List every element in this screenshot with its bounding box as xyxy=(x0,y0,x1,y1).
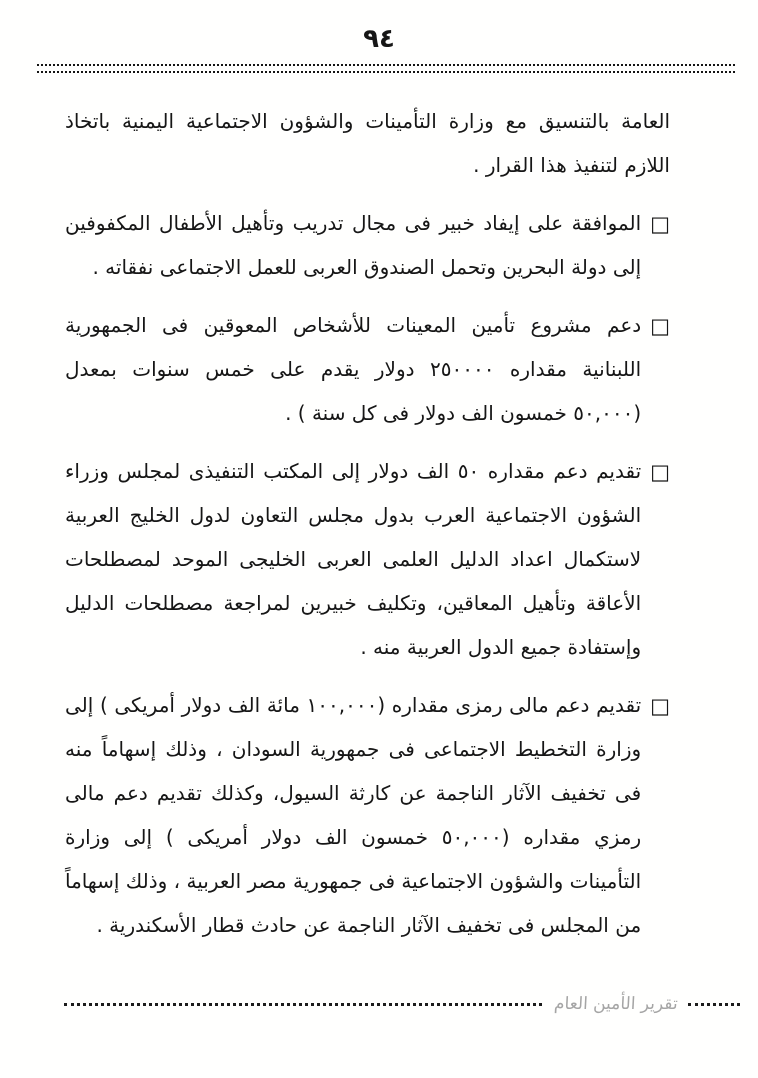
list-item-text: تقديم دعم مالى رمزى مقداره (١٠٠,٠٠٠ مائة الف دولار أمريكى ) إلى وزارة التخطيط الاجتماعى فى جمهورية السودان ، وذلك إسهاماً منه فى تخفيف الآثار الناجمة عن كارثة السيول، وكذلك تقديم دعم مالى رمزي مقداره (٥٠,٠٠٠ خمسون الف دولار أمريكى ) إلى وزارة التأمينات والشؤون الاجتماعية فى جمهورية مصر العربية ، وذلك إسهاماً من المجلس فى تخفيف الآثار الناجمة عن حادث قطار الأسكندرية . xyxy=(65,693,642,938)
square-bullet-icon: □ xyxy=(650,314,670,339)
square-bullet-icon: □ xyxy=(650,212,670,237)
footer-rule-divider xyxy=(64,1003,542,1006)
footer-rule-short-divider xyxy=(688,1003,740,1006)
footer-report-title: تقرير الأمين العام xyxy=(553,994,679,1014)
list-item xyxy=(65,683,670,947)
header-rule-divider xyxy=(37,64,735,73)
list-item-text: الموافقة على إيفاد خبير فى مجال تدريب وتأهيل الأطفال المكفوفين إلى دولة البحرين وتحمل الصندوق العربى للعمل الاجتماعى نفقاته . xyxy=(65,211,642,280)
list-item-text: تقديم دعم مقداره ٥٠ الف دولار إلى المكتب التنفيذى لمجلس وزراء الشؤون الاجتماعية العرب بدول مجلس التعاون لدول الخليج العربية لاستكمال اعداد الدليل العلمى العربى الخليجى الموحد لمصطلحات الأعاقة وتأهيل المعاقين، وتكليف خبيرين لمراجعة مصطلحات الدليل وإستفادة جميع الدول العربية منه . xyxy=(65,459,642,660)
page-footer xyxy=(64,988,740,1020)
paragraph-continuation: العامة بالتنسيق مع وزارة التأمينات والشؤون الاجتماعية اليمنية باتخاذ اللازم لتنفيذ هذا القرار . xyxy=(65,109,670,178)
page-number: ٩٤ xyxy=(363,24,395,54)
square-bullet-icon: □ xyxy=(650,460,670,485)
list-item-text: دعم مشروع تأمين المعينات للأشخاص المعوقين فى الجمهورية اللبنانية مقداره ٢٥٠٠٠٠ دولار يقدم على خمس سنوات بمعدل (٥٠,٠٠٠ خمسون الف دولار فى كل سنة ) . xyxy=(65,313,642,426)
list-item xyxy=(65,201,670,289)
list-item xyxy=(65,303,670,435)
list-item xyxy=(65,449,670,669)
page-body xyxy=(0,73,758,947)
square-bullet-icon: □ xyxy=(650,694,670,719)
